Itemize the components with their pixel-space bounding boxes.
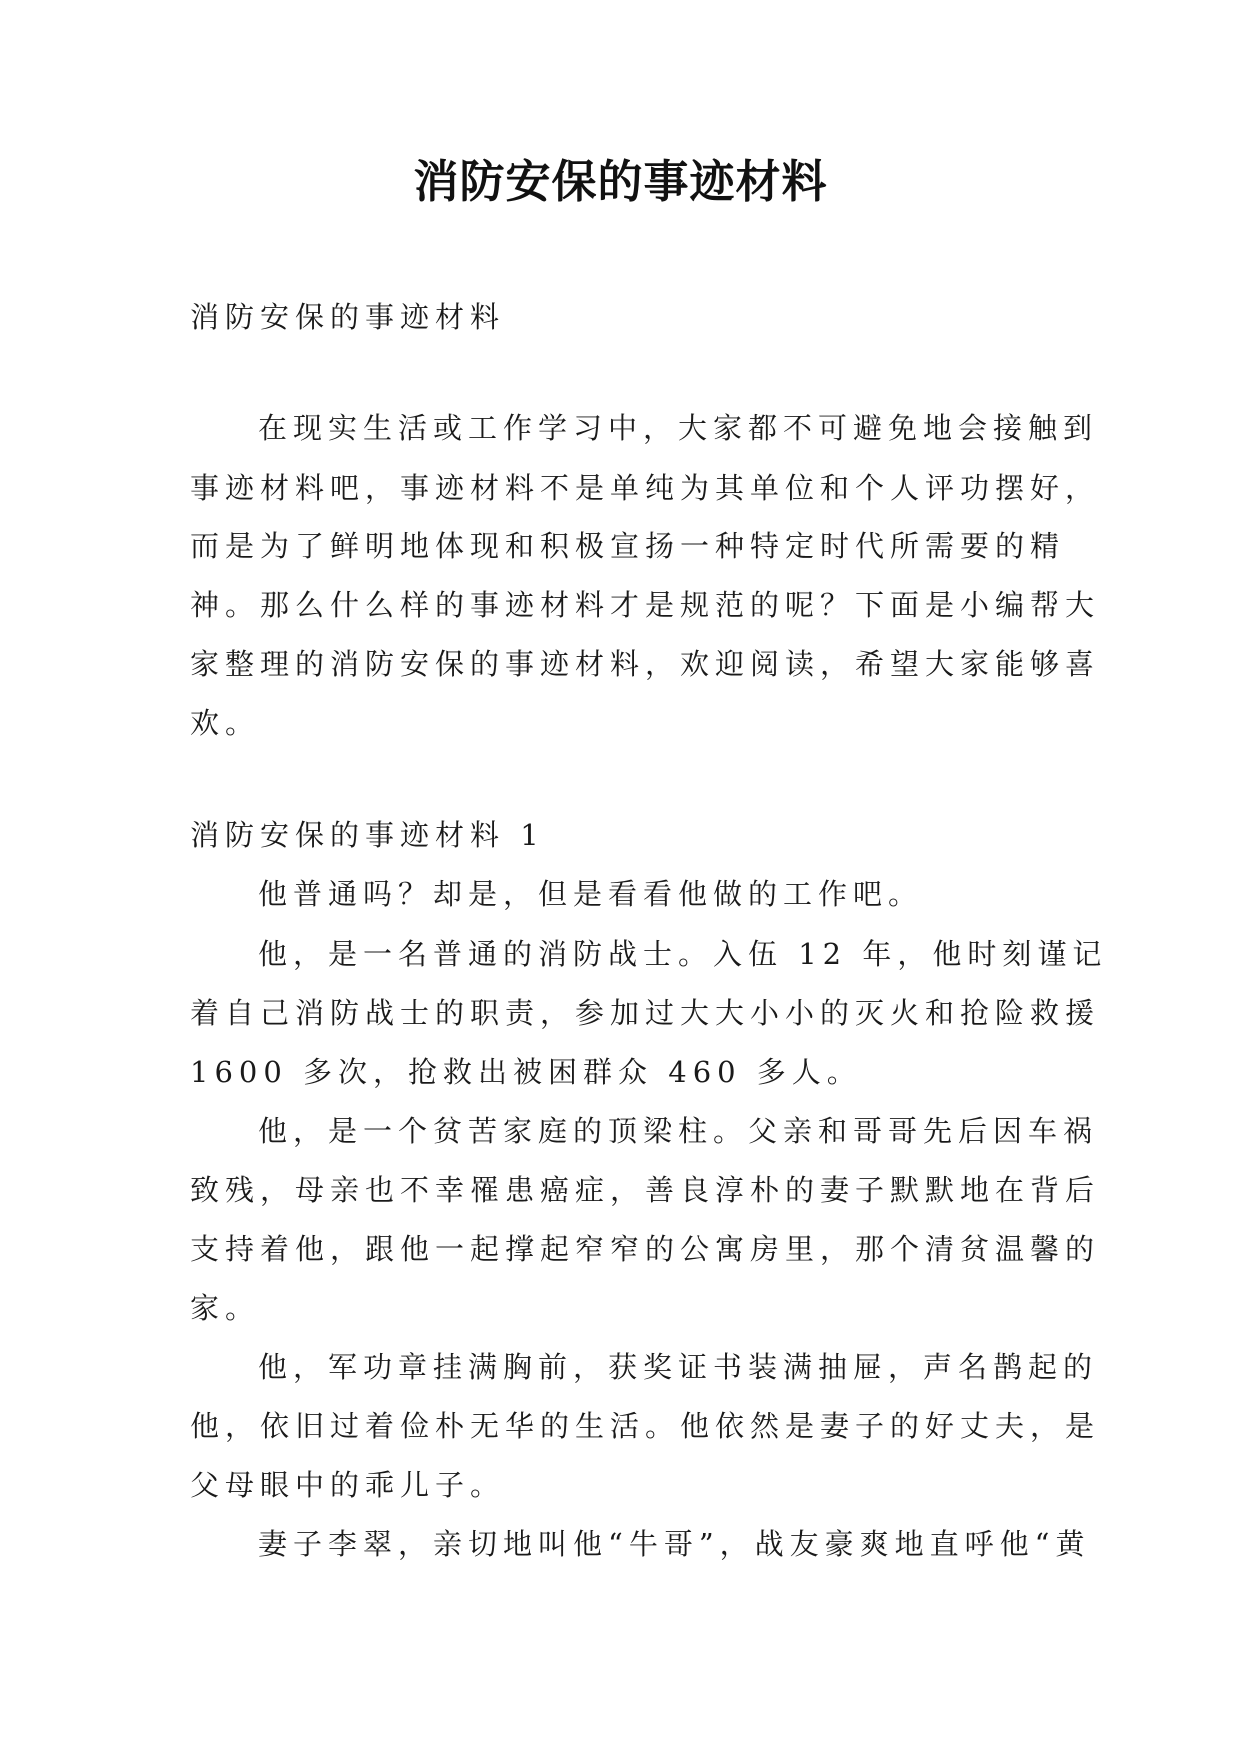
body-line: 他，是一名普通的消防战士。入伍 12 年，他时刻谨记: [258, 937, 1108, 971]
intro-line: 而是为了鲜明地体现和积极宣扬一种特定时代所需要的精: [190, 529, 1066, 563]
body-line: 他，军功章挂满胸前，获奖证书装满抽屉，声名鹊起的: [258, 1350, 1099, 1384]
body-line: 父母眼中的乖儿子。: [190, 1468, 506, 1502]
body-line: 家。: [190, 1291, 261, 1325]
intro-line: 神。那么什么样的事迹材料才是规范的呢？下面是小编帮大: [190, 588, 1101, 622]
body-line: 他，依旧过着俭朴无华的生活。他依然是妻子的好丈夫，是: [190, 1409, 1101, 1443]
intro-line: 在现实生活或工作学习中，大家都不可避免地会接触到: [258, 411, 1099, 445]
intro-line: 欢。: [190, 706, 261, 740]
intro-line: 家整理的消防安保的事迹材料，欢迎阅读，希望大家能够喜: [190, 647, 1101, 681]
body-line: 致残，母亲也不幸罹患癌症，善良淳朴的妻子默默地在背后: [190, 1173, 1101, 1207]
body-line: 他普通吗？却是，但是看看他做的工作吧。: [258, 877, 924, 911]
body-line: 支持着他，跟他一起撑起窄窄的公寓房里，那个清贫温馨的: [190, 1232, 1101, 1266]
body-line: 妻子李翠，亲切地叫他“牛哥”，战友豪爽地直呼他“黄: [258, 1527, 1091, 1561]
document-title: 消防安保的事迹材料: [413, 155, 828, 208]
body-line: 他，是一个贫苦家庭的顶梁柱。父亲和哥哥先后因车祸: [258, 1114, 1099, 1148]
body-line: 1600 多次，抢救出被困群众 460 多人。: [190, 1055, 862, 1089]
section-heading: 消防安保的事迹材料 1: [190, 818, 545, 852]
body-line: 着自己消防战士的职责，参加过大大小小的灭火和抢险救援: [190, 996, 1101, 1030]
intro-line: 事迹材料吧，事迹材料不是单纯为其单位和个人评功摆好，: [190, 471, 1101, 505]
document-subtitle: 消防安保的事迹材料: [190, 300, 506, 334]
